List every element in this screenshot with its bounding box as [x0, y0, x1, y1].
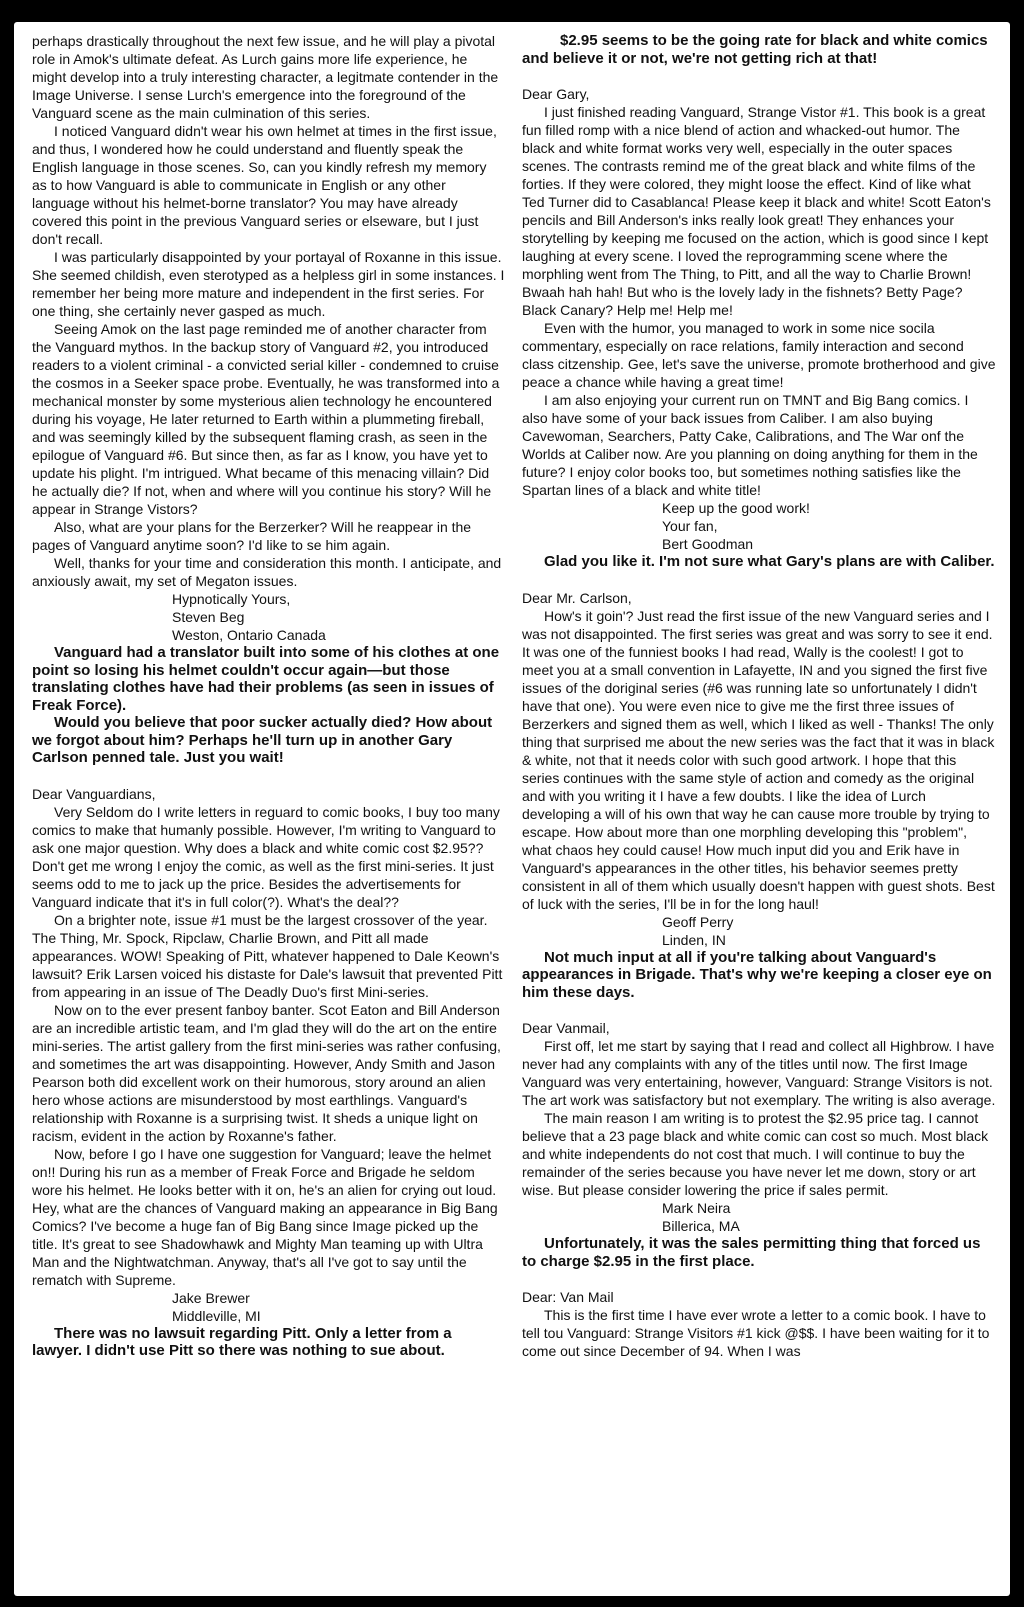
letter-paragraph: How's it goin'? Just read the first issue of the new Vanguard series and I was not disappointed. The first series was great and was sorry to see it end. It was one of the funniest books I had read, Wally is the coolest! I got to meet you at a small convention in Lafayette, IN and you signed the first five issues of the doriginal series (#6 was running late so unfortunately I didn't have that one). You were even nice to give me the first three issues of Berzerkers and signed them as well, which I liked as well - Thanks! The only thing that surprised me about the new series was the fact that it was in black & white, not that it needs color with such good artwork. I hope that this series continues with the same style of action and comedy as the original and with you writing it I have a few doubts. I like the idea of Lurch developing a will of his own that way he can cause more trouble by trying to escape. How about more than one morphling developing this "problem", what chaos hey could cause! How much input did you and Erik have in Vanguard's appearances in the other titles, his behavior seemes pretty consistent in all of them which usually doesn't happen with guest shots. Best of luck with the series, I'll be in for the long haul!: [522, 607, 995, 912]
signature-name: Jake Brewer: [172, 1289, 250, 1306]
letter-paragraph: I am also enjoying your current run on TMNT and Big Bang comics. I also have some of your back issues from Caliber. I am also buying Cavewoman, Searchers, Patty Cake, Calibrations, and The War onf the Worlds at Caliber now. Are you planning on doing anything for them in the future? I enjoy color books too, but sometimes nothing satisfies like the Spartan lines of a black and white title!: [522, 392, 978, 498]
letter-greeting: Dear Vanmail,: [522, 1020, 610, 1036]
letter-paragraph: Also, what are your plans for the Berzerker? Will he reappear in the pages of Vanguard anytime soon? I'd like to se him again.: [32, 519, 472, 553]
letter-paragraph: Well, thanks for your time and consideration this month. I anticipate, and anxiously await, my set of Megaton issues.: [32, 555, 502, 589]
letter-paragraph: On a brighter note, issue #1 must be the largest crossover of the year. The Thing, Mr. Spock, Ripclaw, Charlie Brown, and Pitt all made appearances. WOW! Speaking of Pitt, whatever happened to Dale Keown's lawsuit? Erik Larsen voiced his distaste for Dale's lawsuit that prevented Pitt from appearing in an issue of The Deadly Duo's first Mini-series.: [32, 911, 503, 1000]
signature-name: Steven Beg: [172, 609, 245, 625]
editor-reply: Glad you like it. I'm not sure what Gary's plans are with Caliber.: [544, 553, 995, 570]
letter-paragraph: First off, let me start by saying that I read and collect all Highbrow. I have never had any complaints with any of the titles until now. The first Image Vanguard was very entertaining, however, Vanguard: Strange Visitors is not. The art work was satisfactory but not exemplary. The writing is also average.: [522, 1038, 996, 1108]
letter-paragraph: Seeing Amok on the last page reminded me of another character from the Vanguard mythos. In the backup story of Vanguard #2, you introduced readers to a violent criminal - a convicted serial killer - condemned to cruise the cosmos in a Seeker space probe. Eventually, he was transformed into a mechanical monster by some mysterious alien technology he encountered during his voyage, He later returned to Earth within a plummeting fireball, and was seemingly killed by the subsequent flaming crash, as seen in the epilogue of Vanguard #6. But since then, as far as I know, you have yet to update his plight. I'm intrigued. What became of this menacing villain? Did he actually die? If not, when and where will you continue his story? Will he appear in Strange Vistors?: [32, 321, 500, 517]
letter-paragraph: I was particularly disappointed by your portayal of Roxanne in this issue. She seemed childish, even sterotyped as a helpless girl in some instances. I remember her being more mature and independent in the first series. For one thing, she certainly never gasped as much.: [32, 249, 505, 319]
signature-line: Hypnotically Yours,: [172, 591, 291, 607]
right-column: [522, 32, 996, 1360]
letter-paragraph: Now on to the ever present fanboy banter. Scot Eaton and Bill Anderson are an incredible artistic team, and I'm glad they will do the art on the entire mini-series. The artist gallery from the first mini-series was rather confusing, and sometimes the art was disappointing. However, Andy Smith and Jason Pearson both did excellent work on their humorous, story around an alien hero whose actions are misunderstood by most earthlings. Vanguard's relationship with Roxanne is a surprising twist. It sheds a unique light on racism, evident in the action by Roxanne's father.: [32, 1001, 501, 1144]
letter-paragraph: perhaps drastically throughout the next few issue, and he will play a pivotal role in Amok's ultimate defeat. As Lurch gains more life experience, he might develop into a truly interesting character, a legitmate contender in the Image Universe. I sense Lurch's emergence into the foreground of the Vanguard scene as the main culmination of this series.: [32, 33, 499, 121]
letter-greeting: Dear Gary,: [522, 86, 590, 102]
letter-paragraph: I noticed Vanguard didn't wear his own helmet at times in the first issue, and thus, I wondered how he could understand and fluently speak the English language in those scenes. So, can you kindly refresh my memory as to how Vanguard is able to communicate in English or any other language without his helmet-borne translator? You may have already covered this point in the previous Vanguard series or elseware, but I just don't recall.: [32, 123, 497, 247]
letter-paragraph: Very Seldom do I write letters in reguard to comic books, I buy too many comics to make that humanly possible. However, I'm writing to Vanguard to ask one major question. Why does a black and white comic cost $2.95?? Don't get me wrong I enjoy the comic, as well as the first mini-series. It just seems odd to me to jack up the price. Besides the advertisements for Vanguard indicate that it's in full color(?). What's the deal??: [32, 803, 500, 910]
editor-reply: Unfortunately, it was the sales permitting thing that forced us to charge $2.95 in the first place.: [522, 1235, 981, 1270]
letter-paragraph: This is the first time I have ever wrote a letter to a comic book. I have to tell tou Vanguard: Strange Visitors #1 kick @$$. I have been waiting for it to come out since December of 94. When I was: [522, 1307, 990, 1359]
signature-location: Weston, Ontario Canada: [172, 627, 326, 643]
letter-paragraph: I just finished reading Vanguard, Strange Vistor #1. This book is a great fun filled romp with a nice blend of action and whacked-out humor. The black and white format works very well, especially in the outer spaces scenes. The contrasts remind me of the great black and white films of the forties. If they were colored, they might loose the effect. Kind of like what Ted Turner did to Casablanca! Please keep it black and white! Scott Eaton's pencils and Bill Anderson's inks really look great! They enhances your storytelling by keeping me focused on the action, which is good since I kept laughing at every scene. I loved the reprogramming scene where the morphling went from The Thing, to Pitt, and all the way to Charlie Brown! Bwaah hah hah! But who is the lovely lady in the fishnets? Betty Page? Black Canary? Help me! Help me!: [522, 104, 991, 318]
editor-reply: Not much input at all if you're talking about Vanguard's appearances in Brigade. That's why we're keeping a closer eye on him these days.: [522, 948, 992, 1001]
signature-location: Middleville, MI: [172, 1307, 261, 1324]
letter-greeting: Dear Vanguardians,: [32, 785, 156, 802]
editor-reply: $2.95 seems to be the going rate for black and white comics and believe it or not, we're not getting rich at that!: [522, 32, 988, 67]
editor-reply: There was no lawsuit regarding Pitt. Only a letter from a lawyer. I didn't use Pitt so there was nothing to sue about.: [32, 1324, 452, 1359]
signature-name: Bert Goodman: [662, 536, 754, 552]
signature-location: Billerica, MA: [662, 1218, 740, 1234]
left-column: [32, 32, 505, 1360]
editor-reply: Would you believe that poor sucker actually died? How about we forgot about him? Perhaps he'll turn up in another Gary Carlson penned tale. Just you wait!: [32, 714, 493, 766]
signature-location: Linden, IN: [662, 931, 726, 948]
letter-paragraph: Now, before I go I have one suggestion for Vanguard; leave the helmet on!! During his run as a member of Freak Force and Brigade he seldom wore his helmet. He looks better with it on, he's an alien for crying out loud. Hey, what are the chances of Vanguard making an appearance in Big Bang Comics? I've become a huge fan of Big Bang since Image picked up the title. It's great to see Shadowhawk and Mighty Man teaming up with Ultra Man and the Nightwatchman. Anyway, that's all I've got to say until the rematch with Supreme.: [32, 1145, 498, 1288]
signature-name: Mark Neira: [662, 1200, 731, 1216]
letter-paragraph: Even with the humor, you managed to work in some nice socila commentary, especially on race relations, family interaction and second class citzenship. Gee, let's save the universe, promote brotherhood and give peace a chance while having a great time!: [522, 320, 996, 390]
signature-name: Geoff Perry: [662, 913, 734, 930]
letter-paragraph: The main reason I am writing is to protest the $2.95 price tag. I cannot believe that a 23 page black and white comic can cost so much. Most black and white independents do not cost that much. I will continue to buy the remainder of the series because you have never let me down, story or art wise. But please consider lowering the price if sales permit.: [522, 1110, 989, 1198]
letter-greeting: Dear Mr. Carlson,: [522, 589, 632, 606]
letter-greeting: Dear: Van Mail: [522, 1289, 614, 1305]
signature-line: Your fan,: [662, 518, 718, 534]
signature-line: Keep up the good work!: [662, 500, 810, 516]
editor-reply: Vanguard had a translator built into some of his clothes at one point so losing his helmet couldn't occur again—but those translating clothes have had their problems (as seen in issues of Freak Force).: [32, 644, 500, 714]
letters-panel: [14, 22, 1010, 1596]
